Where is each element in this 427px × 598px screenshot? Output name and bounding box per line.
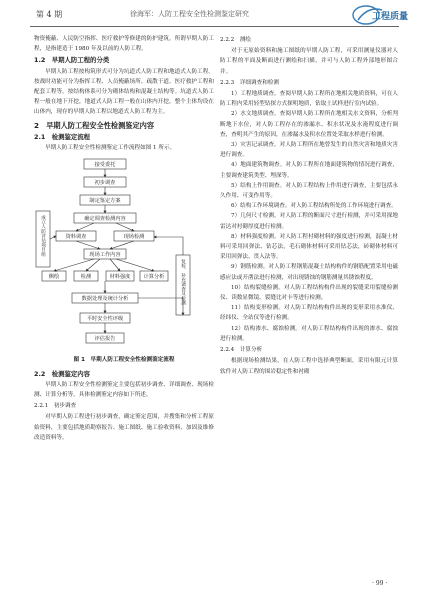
flow-label-team: 成立人防评估项目组 bbox=[40, 215, 46, 257]
section-2-2-2-paragraph: 对于无原始资料和施工图纸的早期人防工程，可采用测量仪器对人防工程的平面及断面进行测绘和扫描，并可与人防工程外部地形图合并。 bbox=[220, 48, 398, 75]
section-2-heading: 2 早期人防工程安全性检测鉴定内容 bbox=[34, 120, 155, 130]
flow-label-test: 检测 bbox=[80, 274, 92, 281]
list-item: 8）材料强度检测。对人防工程衬砌材料的强度进行检测，混凝土材料可采用回弹法、钻芯法，毛石砌体材料可采用钻芯法，砖砌体材料可采用回弹法、贯入法等。 bbox=[220, 233, 398, 261]
list-item: 10）结构裂缝检测。对人防工程结构构件出现的裂缝采用裂缝检测仪、读数显微镜、裂缝比对卡等进行检测。 bbox=[220, 284, 398, 302]
section-2-2-2-heading: 2.2.2 测绘 bbox=[220, 37, 252, 43]
flowchart bbox=[34, 155, 214, 351]
logo-text: 工程质量 bbox=[372, 12, 409, 22]
page-header bbox=[0, 0, 427, 34]
list-item: 3）灾害记录调查。对人防工程所在地曾发生的自然灾害和地质灾害进行调查。 bbox=[220, 142, 398, 159]
list-item: 12）结构渗水、腐蚀检测。对人防工程结构构件出现的渗水、腐蚀进行检测。 bbox=[220, 325, 398, 342]
left-column bbox=[34, 34, 214, 443]
list-item: 4）地面建筑物调查。对人防工程所在地面建筑物的情况进行调查，主要调查建筑类型、埋深等。 bbox=[220, 162, 398, 179]
section-1-2-paragraph: 早期人防工程按构筑形式可分为坑道式人防工程和地道式人防工程。按战时功能可分为指挥工程、人员掩蔽场所、疏散干道、医疗救护工程和配套工程等。按结构体系可分为砌体结构和混凝土结构等。坑道式人防工程一般在地下开挖，地道式人防工程一般在山体内开挖，整个主体均设在山体内，现存的早期人防工程以地道式人防工程为主。 bbox=[34, 68, 214, 116]
list-item: 11）结构变形检测。对人防工程结构构件出现的变形采用水准仪、经纬仪、全站仪等进行检测。 bbox=[220, 305, 398, 322]
header-rule bbox=[30, 26, 399, 27]
flow-label-stats: 数据处理及统计分析 bbox=[81, 296, 129, 303]
running-title: 徐海军：人防工程安全性检测鉴定研究 bbox=[130, 10, 249, 18]
flow-label-report: 评估报告 bbox=[94, 336, 116, 343]
section-2-2-paragraph: 早期人防工程安全性检测鉴定主要包括初步调查、详细调查、现场检测、计算分析等，具体检测鉴定内容如下所述。 bbox=[34, 381, 214, 399]
list-item: 6）结构工作环境调查。对人防工程结构所处的工作环境进行调查。 bbox=[231, 203, 397, 210]
flow-label-accept: 接受委托 bbox=[94, 162, 116, 169]
flow-label-content: 确定调查检测内容 bbox=[84, 216, 126, 223]
section-2-2-4-paragraph: 根据现场检测结果，在人防工程中选择典型断面，采用有限元计算软件对人防工程的围岩稳定性和衬砌 bbox=[220, 358, 398, 375]
flow-label-initial-survey: 初步调查 bbox=[94, 180, 116, 187]
flow-label-plan: 制定鉴定方案 bbox=[89, 198, 121, 205]
journal-logo bbox=[352, 4, 409, 26]
section-2-2-1-heading: 2.2.1 初步调查 bbox=[34, 403, 77, 410]
flow-label-strength: 材料强度 bbox=[109, 274, 131, 281]
list-item: 2）水文地质调查。查阅早期人防工程所在地相关水文资料，分析判断地下水位，对人防工程存在的渗漏水、积水状况及水淹程度进行调查，查明其产生的原因，在渗漏水及积水位置处采取水样进行检测。 bbox=[220, 111, 398, 138]
flow-label-calc: 计算分析 bbox=[143, 274, 165, 281]
list-item: 5）结构上作用调查。对人防工程结构上作用进行调查，主要包括永久作用、可变作用等。 bbox=[220, 182, 398, 200]
section-2-1-paragraph: 早期人防工程安全性检测鉴定工作流程如图 1 所示。 bbox=[45, 145, 176, 152]
flow-label-field-work: 现场工作内容 bbox=[89, 252, 121, 259]
section-2-2-3-heading: 2.2.3 详细调查和检测 bbox=[220, 79, 279, 86]
page-number: · 99 · bbox=[372, 580, 388, 587]
intro-paragraph: 物资掩蔽、人民防空指挥、医疗救护等修建的防护建筑。所谓早期人防工程，是指建造于 1980 年及以前的人防工程。 bbox=[34, 36, 214, 53]
flow-label-data-survey: 资料调查 bbox=[65, 234, 87, 241]
flow-label-recheck: 复检、补充调查及检测 bbox=[180, 259, 186, 306]
figure-caption: 图 1 早期人防工程安全性检测鉴定流程 bbox=[73, 357, 175, 364]
list-item: 7）几何尺寸检测。对人防工程的断面尺寸进行检测，并可采用探地雷达对衬砌厚度进行检测。 bbox=[220, 213, 398, 230]
section-2-1-heading: 2.1 检测鉴定流程 bbox=[34, 132, 91, 141]
section-2-2-1-paragraph: 对早期人防工程进行初步调查，确定鉴定范围，并搜集和分析工程原始资料，主要包括地质勘察报告、施工图纸、施工验收资料、加固及维修改造资料等。 bbox=[34, 414, 214, 441]
flow-label-survey: 侧绘 bbox=[48, 274, 60, 281]
flow-label-rating: 平时安全性评级 bbox=[86, 316, 124, 323]
section-2-2-4-heading: 2.2.4 计算分析 bbox=[220, 347, 263, 354]
issue-number: 第 4 期 bbox=[36, 10, 63, 19]
section-2-2-heading: 2.2 检测鉴定内容 bbox=[34, 369, 91, 378]
section-1-2-heading: 1.2 早期人防工程的分类 bbox=[34, 56, 110, 65]
list-item: 1）工程地质调查。查阅早期人防工程所在地相关地质资料，可在人防工程内采用轻型钻探方式探明地质，钻取土试样进行室内试验。 bbox=[220, 91, 398, 108]
right-column bbox=[220, 34, 398, 377]
list-item: 9）钢筋检测。对人防工程钢筋混凝土结构构件的钢筋配置采用电磁感应法或开凿法进行检测，对出现锈蚀的钢筋测量其锈蚀程度。 bbox=[220, 264, 398, 281]
flow-label-field-test: 现场检测 bbox=[123, 234, 145, 241]
